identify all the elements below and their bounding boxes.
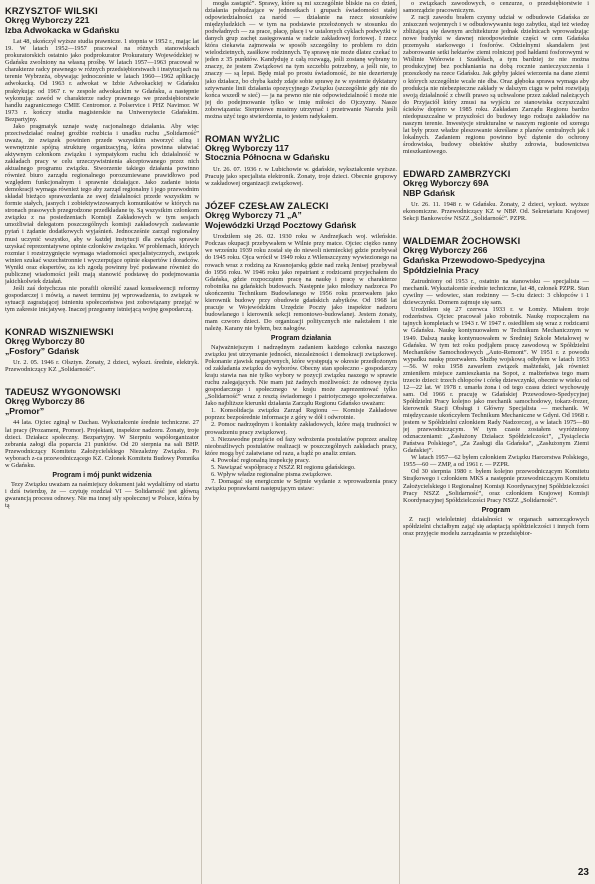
- workplace: NBP Gdańsk: [403, 187, 455, 198]
- electoral-district: Okręg Wyborczy 221: [5, 15, 90, 25]
- workplace: „Promor”: [5, 405, 45, 416]
- program-heading: Program: [481, 506, 511, 514]
- column-divider: [201, 0, 202, 884]
- candidate-name: WALDEMAR ŻOCHOWSKI: [403, 236, 521, 247]
- candidate-name: EDWARD ZAMBRZYCKI: [403, 169, 511, 180]
- bio-paragraph: Jako pragmatyk uznaje ważę racjonalnego działania. Aby więc przeciwdziałać realnej groźbie rozbicia i unadku ruchu „Solidarność” uważa, że związek powinien przede wszystkim stworzyć silną i wewnętrznie spójną strukturę organizacyjną, która powinna ułatwiać aktywnym członkom związku i sympatykom ruchu ich działalność w zakładach pracy w celu urzeczywistnienia akceptowanego przez nich aktualnego programu związku. Stworzenie takiego działania powinno również biuro zarządu regionalnego porozumiewane prawidłowo pod względem funkcjonalnym i sprawnie działające. Jako zadanie istota demokracji wymaga również tego aby zarząd regionalny i jego przewodnim składał bieżąco sprawozdania ze swej działalności przede wszystkim w formie stałych, jasnych i zobiektywizowanych komunikatów w których na stronach prasowych przegrodzone przedkładane tę. Są wszystkim członkom związku z na posiedzeniach Komisji Zakładowych w tym sesjach umożliwiał delegatom poszczególnych komisji zakładowych zadawanie pytań i żądanie dodatkowych wyjaśnień. Jednocześnie zarząd regionalny musi uczynić wszystko, aby w każdej instytucji dla związku sprawie uzyskać reprezentatywne opinie członków związku. W problemach, których rozmiar i rozstrzygnięcie wymaga wiadomości specjalistycznych, związek winien szukać wszechstronnie i wyczerpujące opinie ekspertów i doradców. Wyniki oraz ekspertów, za ich zgodą powinny być podawane również do publicznej wiadomości jeśli mają stanowić podstawę do podejmowania jakichkolwiek działań.: [5, 122, 199, 285]
- workplace: „Fosfory” Gdańsk: [5, 345, 80, 356]
- bio-paragraph: 44 lata. Ojciec zginął w Dachau. Wykształcenie średnie techniczne. 27 lat pracy (Prozament, Promor). Projektant, inspektor nadzoru. Żonaty, troje dzieci. Działacz społeczny. Bezpartyjny. W Sierpniu współorganizator zebrania załogi dla poparcia 21 punktów. Od 20 sierpnia na sali BHP. Przewodniczący Komitetu Założycielskiego Niezależny Związku. Po wyborach z-ca przewodniczącego KZ. Członek Komitetu Budowy Pomnika w Gdańsku.: [5, 419, 199, 469]
- bio-paragraph: Ur. 2. 05. 1946 r. Olsztyn. Żonaty, 2 dzieci, wykszt. średnie, elektryk. Przewodniczący KZ „Solidarność”.: [5, 359, 199, 374]
- bio-paragraph: o związkach zawodowych, o cenzurze, o przedsiębiorstwie i samorządzie pracowniczym.: [403, 0, 589, 15]
- bio-paragraph: Zatrudniony od 1953 r., ostatnio na stanowisku — specjalista — mechanik. Wykształcenie średnie techniczne, lat 48, członek PZPR. Stan cywilny — wdowiec, stan rodzinny — 5-ciu dzieci: 3 chłopców i 1 dziewczynki. Domem zajmuje się sam.: [403, 278, 589, 307]
- program-paragraph: Tezy Związku uważam za naśmiejszy dokument jaki wydaliśmy od startu i dziś twierdzę, że — czytuję rozdział VI — Solidarność jest główną gwarancją procesu odnowy. Nie ma innej siły społecznej w Polsce, która by tą: [5, 480, 199, 509]
- candidate-section: [5, 387, 199, 509]
- bio-paragraph: Urodziłem się 26. 02. 1930 roku w Andrzejkach woj. wileńskie. Podczas okupacji przebywałem w Wilnie przy matce. Ojciec ciężko ranny we wrześniu 1939 roku został się do niewoli niemieckiej gdzie przebywał do 1945 roku. Ojca wrócił w 1949 roku z Wilenszczyzny wywiezionego na rowach wraz z rodziną za Krasnojarską gdzie nad rzeką Jenisej przebywał do 1956 roku. W 1946 roku jako repatriant z rodzicami przyjechałem do Gdańska, gdzie rozpoczątem pracę na naukę i pracę w charakterze robotnika na gdańskich budowach. Następnie jako młodszy nadzorca Po ukończeniu Technikum Budowlanego w 1956 roku przerwałem jako kierownik budowy przy obudowie gdańskich zabytków. Od 1968 lat pracuje w Wojewódzkim Urzędzie Poczty jako inspektor nadzoru budowlanego i kierownik sekcji remontowo-budowlanej. Jestem żonaty, mam czworo dzieci. Do organizacji politycznych nie należałem i nie należę. Karany nie byłem, bez nałogów.: [205, 233, 397, 332]
- program-paragraph: 7. Domagać się energicznie w Sejmie wydanie z wprowadzenia pracy związku poprawkami następującym ustaw:: [205, 477, 397, 492]
- bio-paragraph: mogła zastąpić”. Sprawy, które są mi szczególnie bliskie na co dzień, działania pobudzające w jednostkach i grupach świadomości stałej odpowiedzialności za naród — działanie na rzecz stosunków międzyludzkich — w tym na podstawie przełożonych w stosunku do podwładnych — za prace, płacę, płacę i w ustalonych cyklach podwyżki w danych grup zachęt zasięgowania w radzie zakładowej fortowej. I rzecz która ciekawia zajmowała w sposób szczególny to problem ro dzin wielodzietnych, zasiłkow rodzinnych. Tę sprawę nie może dlatez czekać to jeden z 35 punktów. Kandyduję z całą rozwagą, jeśli zostanę wybrany to znaczy, że jestem Związkowi na tym szczeblu potrzebny, a jeśli nie, to znaczy — są lepsi. Będę miał po prostu świadomość, że nie dezerteruję jako działacz, bo chyba każdy zdaje sobie sprawę że w systemie dyktatury sztywnanie linii działania opozycyjnego Związku (szczególnie gdy nie do końca wszedł w sieć) — ja na pewno nie nie odpowiedzialność i może nie jej do podejmowanie tylko w imię miłości do Ojczyzny. Nasze zobowiązania: Sierpniowe musimy utrzymać i przetrwanie Narodu jeśli można użyć tego stwierdzenia, to jestem radykałem.: [205, 0, 397, 120]
- candidate-section: [403, 169, 589, 222]
- electoral-district: Okręg Wyborczy 117: [205, 142, 289, 153]
- program-paragraph: 1. Konsolidacja związku Zarząd Regionu — Komisje Zakładowe poprzez bezpośrednie informacje z góry w dół i odwrotnie.: [205, 407, 397, 422]
- candidate-section: [205, 201, 397, 492]
- program-heading: Program i mój punkt widzenia: [52, 471, 152, 479]
- bio-paragraph: Urodziłem się 27 czerwca 1933 r. w Łomży. Miałem troje rodzeństwa. Ojciec pracował jako robotnik. Naukę rozpocząłem na tajnych kompletach w 1943 r. W 1947 r. osiedliłem się wraz z rodzicami w Gdańsku. Naukę kontynuowałem w Technikum Mechanicznym w 1949. Dalszą naukę kontynuowałem w Średniej Szkole Metalowej w Gdańsku. W tym też roku podjąłem pracę zawodową w Spółdzielni Mechaników Samochodowych „Auto-Remont”. W 1951 r. z powodu wypadku naukę przerwałem. Służbę wojskową odbyłem w latach 1953—56. W roku 1958 zawarłem związek małżeński, jak również zmieniłem miejsce zamieszkania na Sopot, z małżeństwa tego mam trzecio dzieci: trzech chłopców i córkę dziewczynki, obecnie w wieku od 12—22 lat. W 1978 r. umarła żona i od tego czasu dzieci wychowuję sam. Od 1966 r. pracuję w Gdańskiej Przewodowo-Spedycyjnej Spółdzielni Pracy kolejno jako mechanik samochodowy, tokarz-frezer, kierownik Stacji Obsługi i Główny Specjalista — mechanik. W międzyczasie ukończyłem Technikum Mechaniczne w Gdyni. Od 1968 r. jestem w Spółdzielni członkiem Rady Nadzorczej, a w latach 1975—80 jej przewodniczącym. W tym czasie zostałem wyróżniony odznaczeniami: „Zasłużony Działacz Spółdzielczości”, „Tysiąclecia Państwa Polskiego”, „Za Zasługi dla Gdańska”, „Zasłużonym Ziemi Gdańskiej”.: [403, 306, 589, 455]
- candidate-name: KRZYSZTOF WILSKI: [5, 6, 98, 16]
- candidate-name: KONRAD WISZNIEWSKI: [5, 327, 114, 338]
- program-paragraph: Z racji wieloletniej działalności w organach samorządowych spółdzielni chciałbym zająć się adaptacją spółdzielczości i innych form oraz przyjęcie modelu zarządzania w przedsiębior-: [403, 515, 589, 537]
- bio-paragraph: Jeśli zaś dotychczas nie porafili określić zasad konsekwencji reformy gospodarczej i mówią, a nawet terminu jej wprowadzenia, to związek w sytuacji zagrażającej istnieniu społeczeństwa jest zobowiązany przejąć w tym zakresie inicjatywę. Inaczej przegramy istniejącą wojnę gospodarczą.: [5, 284, 199, 313]
- electoral-district: Okręg Wyborczy 86: [5, 396, 85, 407]
- program-paragraph: 6. Wpływ władze regionalne pisma związkowe.: [211, 470, 333, 478]
- workplace: Izba Adwokacka w Gdańsku: [5, 24, 120, 35]
- candidate-name: TADEUSZ WYGONOWSKI: [5, 387, 121, 398]
- electoral-district: Okręg Wyborczy 71 „A”: [205, 210, 302, 221]
- workplace: Stocznia Północna w Gdańsku: [205, 152, 330, 163]
- program-paragraph: 5. Nawiązać współpracę z NSZZ RI regionu gdańskiego.: [211, 463, 356, 471]
- electoral-district: Okręg Wyborczy 80: [5, 336, 85, 347]
- candidate-name: ROMAN WYŻLIC: [205, 133, 280, 144]
- candidate-name: JÓZEF CZESŁAW ZALECKI: [205, 201, 329, 212]
- candidate-section: [5, 327, 199, 373]
- candidate-section: [205, 134, 397, 187]
- column-2: [205, 0, 397, 884]
- program-paragraph: Najważniejszym i nadrzędnym zadaniem każdego członka naszego związku jest utrzymanie jedności, niezależności i demokracji związkowej. Pokonanie zjawisk negatywnych, które występują w okresie przedłożonym od zakładania związku do wyborów. Obecny stan społeczno - gospodarczy kraju stawia nas nie tylko wybory w pozycji związku naszego w sprawie ruchu zalegających. Nie mam już żadnych możliwości: że odnowę życia gospodarczego i społecznego w kraju może zaprezentować tylko „Solidarność” wraz z resztą świadomego i patriotycznego społeczeństwa. Jako najbliższe kierunki działania Zarządu Regionu Gdańsko uważam:: [205, 343, 397, 408]
- bio-paragraph: Od 30 sierpnia 1980 r. byłem kolejno przewodniczącym Komitetu Strajkowego i członkiem MKS a następnie przewodniczącym Komitetu Założycielskiego i Regionalnej Komisji Koordynacyjnej Spółdzielczości Pracy NSZZ „Solidarność”, oraz członkiem Krajowej Komisji Koordynacyjnej Spółdzielczości Pracy NSZZ „Solidarność”.: [403, 468, 589, 504]
- electoral-district: Okręg Wyborczy 69A: [403, 178, 489, 189]
- bio-paragraph: W latach 1957—62 byłem członkiem Związku Harcerstwa Polskiego, 1955—60 — ZMP, a od 1961 r. — PZPR.: [403, 454, 589, 469]
- column-divider: [399, 0, 400, 884]
- electoral-district: Okręg Wyborczy 266: [403, 245, 488, 256]
- bio-paragraph: Z racji zawodu brałem czynny udział w odbudowie Gdańska ze zniszczeń wojennych i w odbudowywaniu tego zabytku, stąd też wiedzę zbliżającą się dawnym architekturze jednak dzielnicach wprowadzając nowe budynki w dawnej nieodpowiednie części w cem Gdańska przemysłu starkowego i fosforów. Odzielnymi skandalem jest zaborowanie setki hektarów ziemi rolniczej pod hałdami fosforowymi w Wiślinie Wiórowie i Szadółach, a tym bardziej że nie można produkcyjnej bez pochłaniania na dobą rocznie zanieczyszczenia i przeszkody na rzece Gdańsku. Jak gdyby jakieś wierzenia na dane ziemi o których szczególnie wcale nie dba. Oraz głęboka sprawa wymaga aby produkcja nie niebezpieczne zakłady w dalszym ciągu w pełni rozwijają swoją działalność z chwili prawo są uchwalone przez zakład należących do Przyjaciół który zmusi na wyjściu ze stanowiska oczyszczalni ścieków dopiero w 1985 roku. Zakładam Zarządu Regionu bardzo niedopuszczalne w przyszłości do budowy tego rodzaju zakładów na naszym terenie. Inwestycje strukturalne w naszym regionie od szeregu lat były przez władze pleszowanie skreślane z planów centralnych jak i lokalnych. Zadaniem regionu powinno być dążenie do ochrony środowiska, budowy obiektów służby zdrowia, budownictwa mieszkaniowego.: [403, 14, 589, 155]
- bio-paragraph: Ur. 26. 07. 1936 r. w Lubichowie w. gdańskie, wykształcenie wyższe. Pracuję jako specjalista elektronik. Żonaty, troje dzieci. Obecnie grupowy w zakładowej organizacji związkowej.: [205, 165, 397, 188]
- program-paragraph: 4. Powołać regionalną inspekcję pracy.: [211, 456, 310, 464]
- program-paragraph: 3. Niezawodne przejście od fazy wdrożenia postulatów poprzez analizę nieobraźliwych postulatów realizacji w poszczególnych zakładach pracy, które mogą być załatwiane od razu, a bądź po analiz zmian.: [205, 435, 397, 457]
- candidate-section: [205, 0, 397, 120]
- program-paragraph: 2. Pomoc nadrzędnym i kontakty zakładowych, które mają trudności w prowadzeniu pracy związkowej.: [205, 421, 397, 436]
- candidate-section: [5, 6, 199, 313]
- column-3: [403, 0, 589, 884]
- workplace: Gdańska Przewodowo-Spedycyjna Spółdzielnia Pracy: [403, 254, 545, 275]
- page-number: 23: [577, 867, 589, 878]
- candidate-section: [403, 0, 589, 155]
- column-1: [5, 0, 199, 884]
- bio-paragraph: Lat 48, ukończył wyższe studia prawnicze. 1 stopnia w 1952 r., mając lat 19. W latach 1952—1957 pracował na różnych stanowiskach prokuratorskich ostatnio jako podprokurator Prokuratury Wojewódzkiej w Gdańsku zwolniony na własną prośbę. W latach 1957—1963 pracował w charakterze radcy prawnego w różnych przedsiębiorstwach i instytucjach na terenie Wybrzeża, obywając jednocześnie w latach 1960—1962 aplikację adwokacką. Od 1963 r. adwokat w Izbie Adwokackiej w Gdańsku praktykując od 1967 r. w zespole adwokackim w Gdańsku, a następnie wykonując zawód w charakterze radcy prawnego we przedsiębiorstwie handlu zagranicznego CMIE Centromor. z Polservice i PHZ Navimor. W 1973 r. kończy studia magisterskie na Uniwersytecie Gdańskim. Bezpartyjny.: [5, 38, 199, 123]
- program-heading: Program działania: [270, 334, 332, 342]
- candidate-section: [403, 236, 589, 536]
- bio-paragraph: Ur. 26. 11. 1948 r. w Gdańsku. Żonaty, 2 dzieci, wykszt. wyższe ekonomiczne. Przewodniczący KZ w NBP. Od. Sekretariatu Krajowej Sekcji Bankowców NSZZ „Solidarność”. PZPR.: [403, 201, 589, 223]
- workplace: Wojewódzki Urząd Pocztowy Gdańsk: [205, 219, 357, 230]
